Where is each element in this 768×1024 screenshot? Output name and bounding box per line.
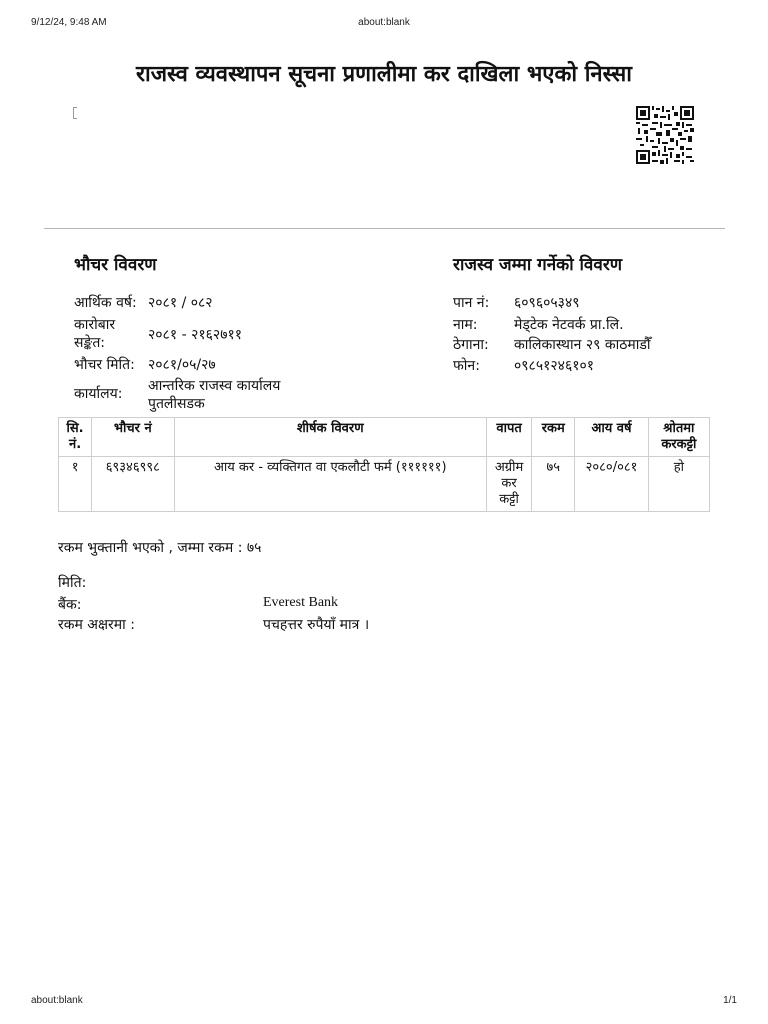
amount-words-label: रकम अक्षरमा : (58, 617, 135, 633)
name-value: मेड्टेक नेटवर्क प्रा.लि. (514, 317, 624, 333)
amount-words-value: पचहत्तर रुपैयाँ मात्र । (263, 617, 370, 633)
voucher-table (58, 417, 710, 512)
bank-value: Everest Bank (263, 595, 339, 610)
address-value: कालिकास्थान २९ काठमाडौँ (514, 337, 651, 353)
print-footer-url: about:blank (31, 995, 83, 1006)
voucher-date-value: २०८१/०५/२७ (148, 357, 216, 373)
transaction-code-label-cont: सङ्केत: (74, 335, 106, 351)
col-header-income-year: आय वर्ष (575, 418, 648, 457)
cell-purpose-line1: अग्रीम (494, 460, 524, 475)
table-row (59, 457, 710, 512)
print-page-title: about:blank (358, 17, 410, 28)
voucher-section-title: भौचर विवरण (74, 255, 157, 275)
print-datetime: 9/12/24, 9:48 AM (31, 17, 107, 28)
print-footer (0, 995, 768, 1009)
col-header-sn-line1: सि. (66, 421, 84, 436)
depositor-section-title: राजस्व जम्मा गर्नेको विवरण (453, 255, 623, 275)
col-header-tds (648, 418, 709, 457)
document-title: राजस्व व्यवस्थापन सूचना प्रणालीमा कर दाखिला भएको निस्सा (136, 62, 632, 87)
bank-label: बैंक: (58, 597, 82, 613)
table-header-row (59, 418, 710, 457)
pan-label: पान नं: (453, 295, 490, 311)
cell-purpose-line2: कर (501, 476, 517, 491)
date-label: मिति: (58, 575, 87, 591)
cell-tds: हो (648, 457, 709, 512)
voucher-date-label: भौचर मिति: (74, 357, 135, 373)
col-header-amount: रकम (532, 418, 575, 457)
cell-purpose-line3: कट्टी (499, 492, 519, 507)
col-header-purpose: वापत (486, 418, 531, 457)
col-header-tds-line2: करकट्टी (661, 437, 697, 452)
fiscal-year-value: २०८१ / ०८२ (148, 295, 213, 311)
col-header-voucher-no: भौचर नं (92, 418, 174, 457)
col-header-sn-line2: नं. (68, 437, 82, 452)
broken-image-icon (73, 107, 77, 119)
cell-voucher-no: ६९३४६९९८ (92, 457, 174, 512)
col-header-heading: शीर्षक विवरण (174, 418, 486, 457)
transaction-code-label: कारोबार (74, 317, 116, 333)
cell-purpose (486, 457, 531, 512)
col-header-tds-line1: श्रोतमा (663, 421, 695, 436)
divider (44, 228, 725, 229)
cell-sn: १ (59, 457, 92, 512)
transaction-code-value: २०८१ - २१६२७११ (148, 327, 243, 343)
office-label: कार्यालय: (74, 386, 123, 402)
office-value-cont: पुतलीसडक (148, 396, 205, 412)
cell-heading: आय कर - व्यक्तिगत वा एकलौटी फर्म (११११११) (174, 457, 486, 512)
cell-amount: ७५ (532, 457, 575, 512)
payment-total: रकम भुक्तानी भएको , जम्मा रकम : ७५ (58, 540, 262, 556)
name-label: नाम: (453, 317, 478, 333)
pan-value: ६०९६०५३४९ (514, 295, 580, 311)
phone-label: फोन: (453, 358, 480, 374)
fiscal-year-label: आर्थिक वर्ष: (74, 295, 137, 311)
office-value: आन्तरिक राजस्व कार्यालय (148, 378, 281, 394)
qr-code-icon (635, 106, 695, 164)
phone-value: ०९८५१२४६१०१ (514, 358, 595, 374)
col-header-sn (59, 418, 92, 457)
print-header (0, 17, 768, 31)
cell-income-year: २०८०/०८१ (575, 457, 648, 512)
print-page-number: 1/1 (723, 995, 737, 1006)
address-label: ठेगाना: (453, 337, 489, 353)
